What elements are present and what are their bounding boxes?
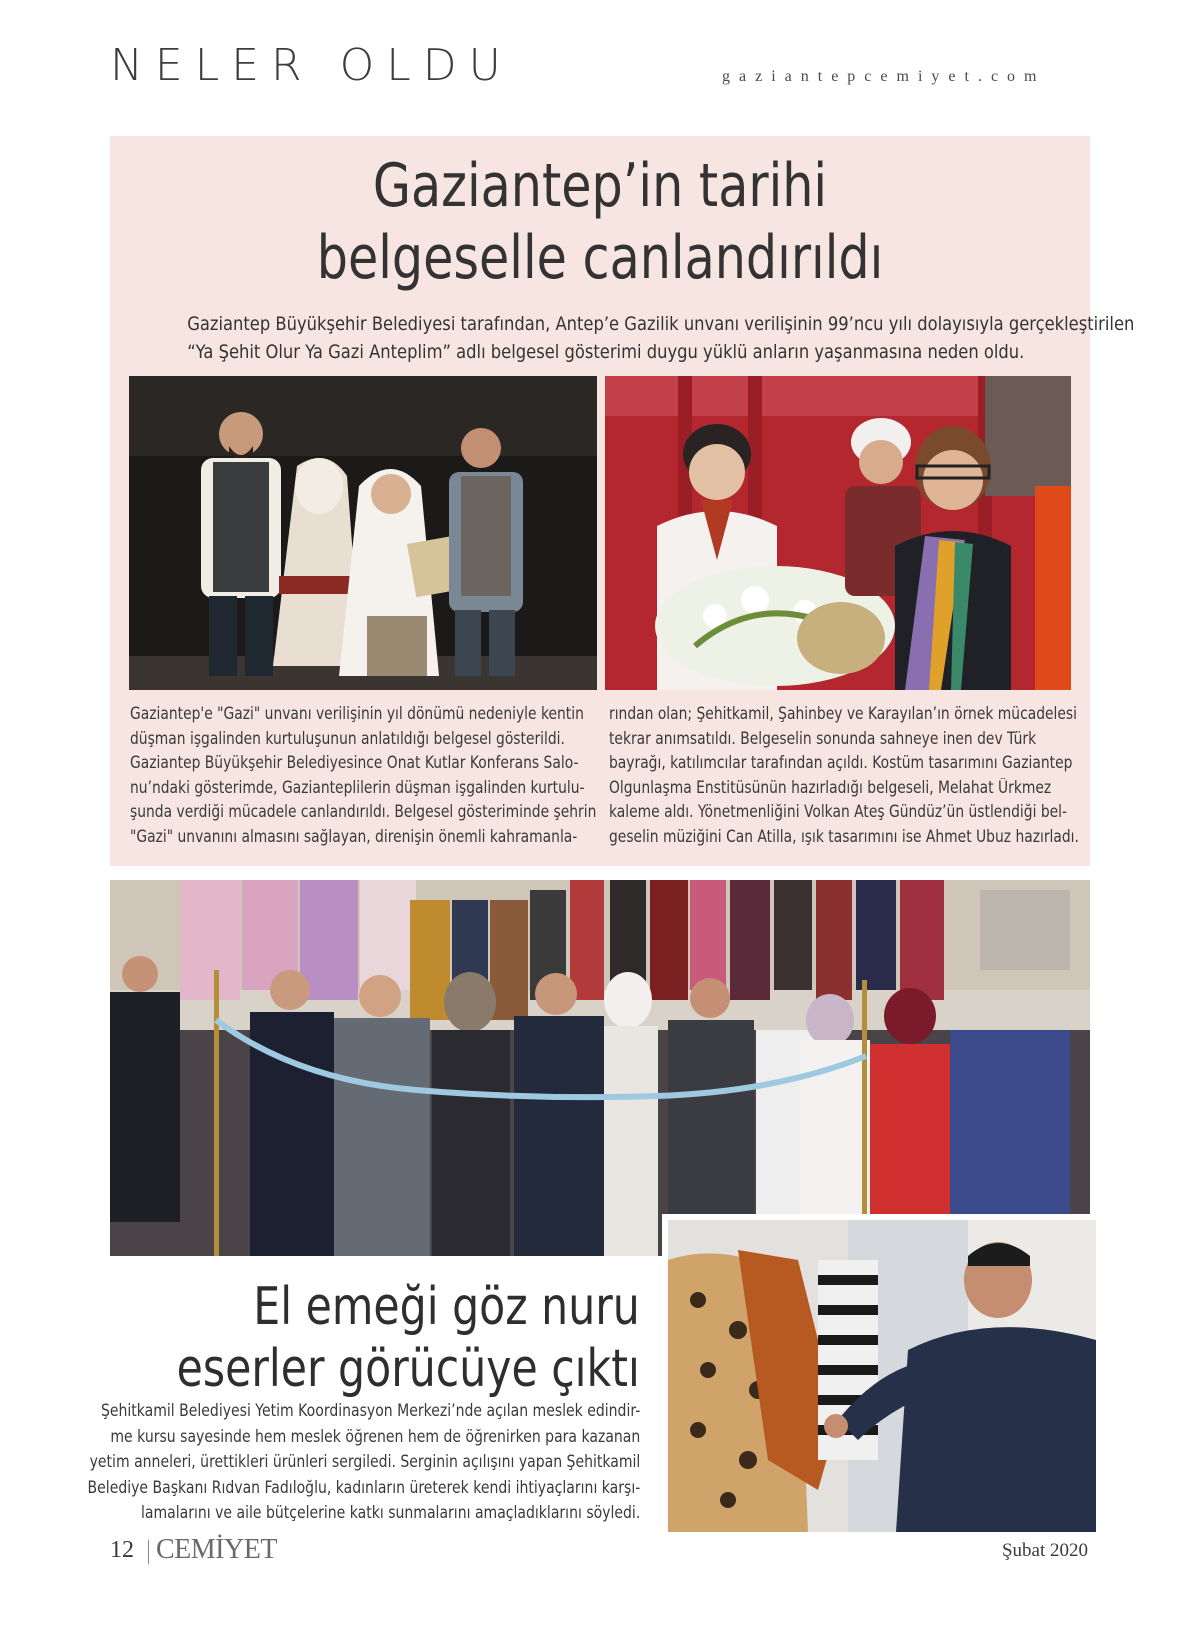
article-box-documentary [110,136,1135,866]
text-line: düşman işgalinden kurtuluşunun anlatıldığı belgesel gösterildi. [130,728,565,748]
magazine-logo: CEMİYET [156,1534,277,1565]
theater-performance-photo [129,376,597,690]
article-title-line: eserler görücüye çıktı [176,1339,640,1399]
article-title [177,1276,640,1400]
text-line: me kursu sayesinde hem meslek öğrenen hem de öğrenirken para kazanan [110,1426,640,1446]
text-line: şunda verdiği mücadele canlandırıldı. Belgesel gösteriminde şehrin [130,802,597,821]
ribbon-cutting-photo [110,880,1090,1256]
page-number: 12 [110,1537,134,1563]
text-line: Gaziantep'e "Gazi" unvanı verilişinin yıl dönümü nedeniyle kentin [130,704,584,723]
article-column-right [609,702,1079,849]
text-line: lamalarını ve aile bütçelerine katkı sunmalarını amaçladıklarını söyledi. [140,1503,641,1522]
article-title-line: Gaziantep’in tarihi [372,151,828,221]
text-line: "Gazi" unvanını almasını sağlayan, direnişin önemli kahramanla- [130,826,578,846]
footer-divider [148,1540,149,1564]
text-line: Belediye Başkanı Rıdvan Fadıloğlu, kadınların üreterek kendi ihtiyaçlarını karşı- [87,1477,640,1497]
text-line: Gaziantep Büyükşehir Belediyesince Onat Kutlar Konferans Salo- [130,753,579,772]
text-line: geselin müziğini Can Atilla, ışık tasarımını ise Ahmet Ubuz hazırladı. [609,826,1079,846]
site-url[interactable]: gaziantepcemiyet.com [722,68,1046,85]
text-line: rından olan; Şehitkamil, Şahinbey ve Karayılan’ın örnek mücadelesi [609,704,1077,723]
fabric-exhibition-photo [662,1214,1102,1538]
lead-line: Gaziantep Büyükşehir Belediyesi tarafından, Antep’e Gazilik unvanı verilişinin 99’ncu yılı dolayısıyla gerçekleştirilen [187,313,1135,335]
text-line: nu’ndaki gösterimde, Gazianteplilerin düşman işgalinden kurtulu- [130,777,585,797]
text-line: kaleme aldı. Yönetmenliğini Volkan Ateş Gündüz’ün üstlendiği bel- [609,802,1068,821]
article-title-line: El emeği göz nuru [253,1277,640,1337]
text-line: bayrağı, katılımcılar tarafından açıldı. Kostüm tasarımını Gaziantep [609,753,1073,772]
issue-date: Şubat 2020 [1001,1540,1088,1561]
section-title: NELER OLDU [110,40,513,91]
article-column-left [130,702,600,849]
article-lead [120,310,1135,366]
ceremony-with-flowers-photo [605,376,1071,690]
lead-line: “Ya Şehit Olur Ya Gazi Anteplim” adlı belgesel gösterimi duygu yüklü anların yaşanmasına neden oldu. [187,341,1025,363]
article-body [0,1398,640,1526]
text-line: Olgunlaşma Enstitüsünün hazırladığı belgeseli, Melahat Ürkmez [609,777,1052,797]
article-title-line: belgeselle canlandırıldı [316,223,884,293]
text-line: Şehitkamil Belediyesi Yetim Koordinasyon Merkezi’nde açılan meslek edindir- [100,1401,641,1420]
article-title [198,150,1002,294]
text-line: tekrar anımsatıldı. Belgeselin sonunda sahneye inen dev Türk [609,728,1037,748]
text-line: yetim anneleri, ürettikleri ürünleri sergiledi. Serginin açılışını yapan Şehitkamil [89,1452,641,1471]
